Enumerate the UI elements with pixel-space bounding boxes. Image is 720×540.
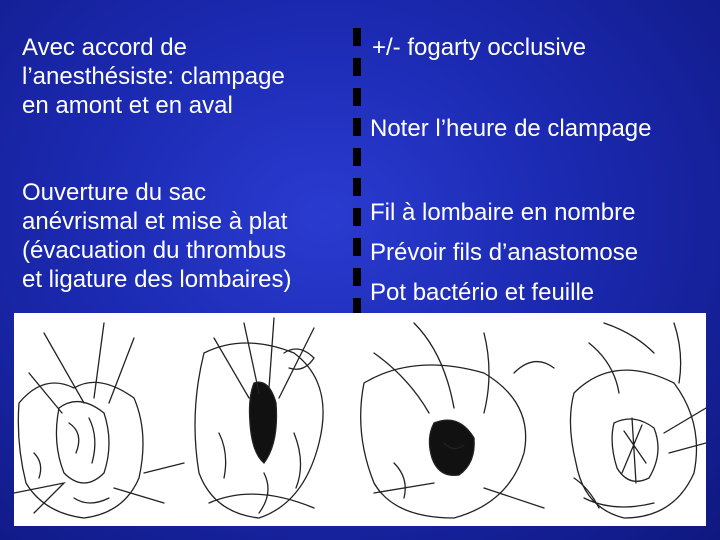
illustration-panel-3 bbox=[361, 323, 554, 518]
text-line: et ligature des lombaires) bbox=[22, 266, 292, 293]
illustration-panel-4 bbox=[570, 323, 706, 518]
surgical-illustration-strip bbox=[14, 313, 706, 526]
text-line: anévrismal et mise à plat bbox=[22, 208, 288, 235]
text-line: Pot bactério et feuille bbox=[370, 279, 595, 306]
surgical-illustration bbox=[14, 313, 706, 526]
text-line: Ouverture du sac bbox=[22, 179, 207, 206]
materials-list bbox=[370, 193, 638, 313]
text-line: Avec accord de bbox=[22, 34, 187, 61]
step-clamping-text bbox=[22, 33, 285, 120]
illustration-panel-2 bbox=[195, 318, 323, 518]
clamp-time-note: Noter l’heure de clampage bbox=[370, 115, 652, 142]
text-line: en amont et en aval bbox=[22, 92, 233, 119]
text-line: l’anesthésiste: clampage bbox=[22, 63, 285, 90]
text-line: Prévoir fils d’anastomose bbox=[370, 239, 639, 266]
text-line: (évacuation du thrombus bbox=[22, 237, 287, 264]
text-line: Fil à lombaire en nombre bbox=[370, 199, 636, 226]
fogarty-note: +/- fogarty occlusive bbox=[372, 34, 587, 61]
dashed-divider bbox=[353, 28, 361, 318]
step-sac-opening-text bbox=[22, 178, 291, 294]
illustration-panel-1 bbox=[14, 323, 184, 518]
